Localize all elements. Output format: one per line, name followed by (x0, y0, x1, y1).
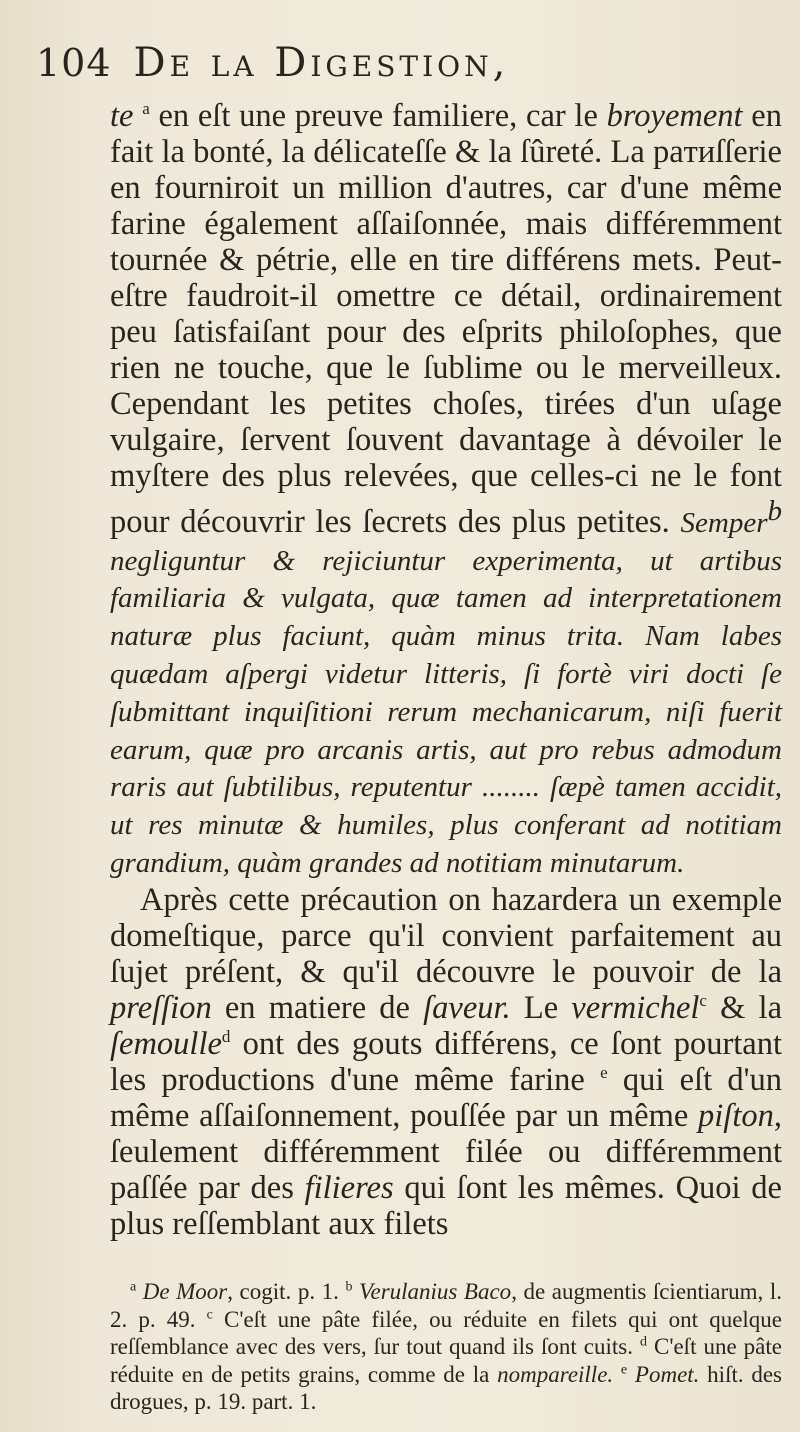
running-head: De la Digestion, (133, 40, 510, 86)
text-run: en eſt une preuve familiere, car le (149, 98, 607, 134)
page-header (36, 40, 776, 96)
paragraph-1 (110, 98, 782, 882)
footnote-emphasis: nompareille. (497, 1361, 614, 1387)
text-run: Après cette précaution on hazardera un exemple domeſtique, parce qu'il convient parfaitement au ſujet préſent, & qu'il découvre le pouvoir de la (110, 881, 782, 990)
latin-quote-start: Semper (680, 506, 768, 539)
main-text (110, 98, 782, 1242)
text-run: qui ſont les mêmes. Quoi de plus reſſemblant aux filets (110, 1169, 782, 1242)
footnotes (110, 1278, 782, 1416)
footnote-marker-c: c (206, 1306, 213, 1322)
emphasis-saveur: ſaveur. (423, 989, 511, 1026)
word-fragment: te (110, 98, 143, 134)
text-run: , ſeulement différemment filée ou différemment paſſée par des (110, 1097, 782, 1206)
footnote-author: De Moor (142, 1279, 228, 1304)
footnote-text: C'eſt une pâte filée, ou réduite en filets qui ont quelque reſſemblance avec des vers, ſur tout quand ils ſont cuits. (110, 1306, 782, 1359)
text-run: Le (510, 989, 572, 1026)
text-run: en fait la bonté, la délicateſſe & la ſûreté. La paтиſſerie en fourniroit un million d'autres, car d'une même farine également aſſaiſonnée, mais différemment tournée & pétrie, elle en tire différens mets. Peut-eſtre faudroit-il omettre ce détail, ordinairement peu ſatisfaiſant pour des eſprits philoſophes, que rien ne touche, que le ſublime ou le merveilleux. Cependant les petites choſes, tirées d'un uſage vulgaire, ſervent ſouvent davantage à dévoiler le myſtere des plus relevées, que celles-ci ne le font pour découvrir les ſecrets des plus petites. (110, 98, 782, 540)
footnote-ref-d: d (221, 1026, 231, 1046)
emphasis-filieres: filieres (304, 1169, 394, 1206)
footnote-text: C'eſt une pâte réduite en de petits grains, comme de la (110, 1334, 782, 1387)
footnote-ref-e: e (600, 1062, 608, 1082)
footnote-ref-c: c (699, 990, 707, 1010)
footnote-marker-a: a (130, 1279, 137, 1295)
latin-quote: negliguntur & rejiciuntur experimenta, ut artibus familiaria & vulgata, quæ tamen ad interpretationem naturæ plus faciunt, quàm minus trita. Nam labes quædam aſpergi videtur litteris, ſi fortè viri docti ſe ſubmittant inquiſitioni rerum mechanicarum, niſi fuerit earum, quæ pro arcanis artis, aut pro rebus admodum raris aut ſubtilibus, reputentur ........ ſæpè tamen accidit, ut res minutæ & humiles, plus conferant ad notitiam grandium, quàm grandes ad notitiam minutarum. (110, 544, 782, 879)
footnote-ref-a: a (142, 99, 150, 119)
emphasis-piston: piſton (698, 1097, 774, 1134)
paragraph-2 (110, 882, 782, 1242)
footnote-author: Verulanius Baco (358, 1279, 512, 1304)
emphasis-semoulle: ſemoulle (110, 1025, 222, 1062)
text-run: qui eſt d'un même aſſaiſonnement, pouſſée par un même (110, 1061, 782, 1134)
footnote-marker-b: b (345, 1279, 353, 1295)
footnote-marker-e: e (620, 1361, 628, 1377)
emphasis-pression: preſſion (110, 989, 212, 1026)
footnote-author: Pomet. (634, 1361, 700, 1387)
text-run: & la (706, 989, 783, 1026)
footnote-marker-d: d (639, 1334, 647, 1350)
emphasis-vermichel: vermichel (571, 989, 700, 1026)
text-run: ont des gouts différens, ce ſont pourtant les productions d'une même farine (110, 1025, 782, 1098)
emphasis-broyement: broyement (606, 98, 743, 134)
page-number: 104 (36, 41, 112, 85)
footnote-ref-b: b (767, 495, 782, 527)
text-run: en matiere de (211, 989, 424, 1026)
footnote-block (110, 1278, 782, 1416)
footnote-text: , de augmentis ſcientiarum, l. 2. p. 49. (110, 1279, 782, 1332)
footnote-text: hiſt. des drogues, p. 19. part. 1. (110, 1361, 783, 1414)
footnote-text: , cogit. p. 1. (227, 1279, 346, 1304)
